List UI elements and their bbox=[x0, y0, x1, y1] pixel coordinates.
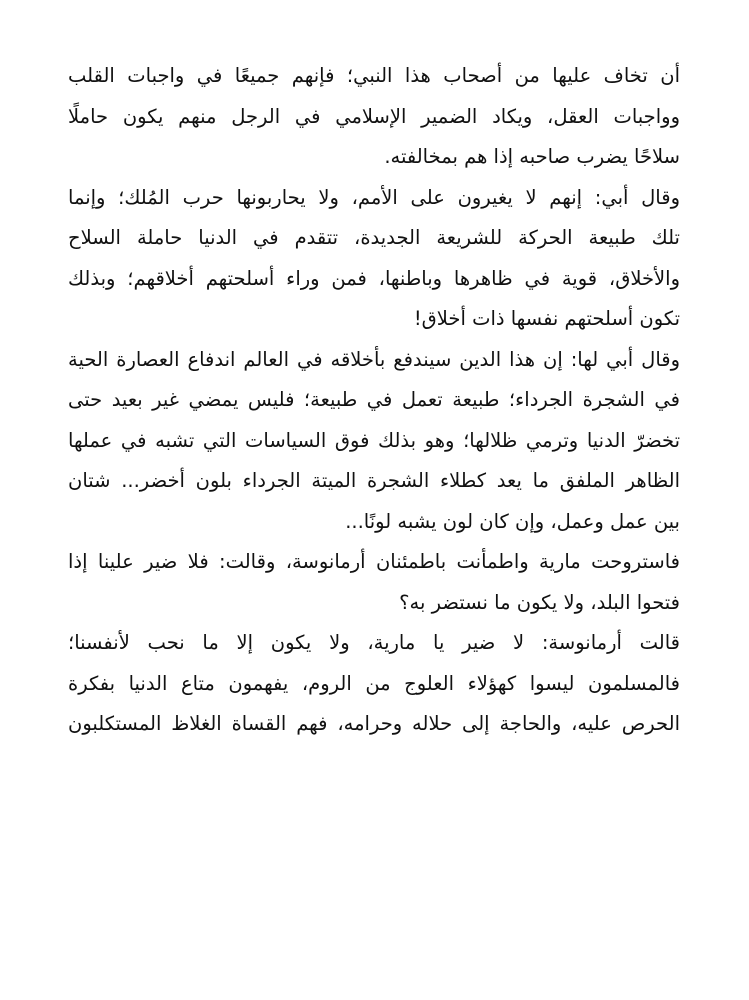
text-line: وواجبات العقل، ويكاد الضمير الإسلامي في الرجل منهم يكون حاملًا bbox=[68, 104, 680, 128]
text-line: الظاهر الملفق ما يعد كطلاء الشجرة الميتة الجرداء بلون أخضر... شتان bbox=[68, 469, 680, 492]
text-line: والأخلاق، قوية في ظاهرها وباطنها، فمن وراء أسلحتهم أخلاقهم؛ وبذلك bbox=[68, 266, 680, 290]
text-line: أن تخاف عليها من أصحاب هذا النبي؛ فإنهم جميعًا في واجبات القلب bbox=[68, 64, 680, 87]
text-line: الحرص عليه، والحاجة إلى حلاله وحرامه، فهم القساة الغلاظ المستكلبون bbox=[68, 712, 680, 735]
text-line: في الشجرة الجرداء؛ طبيعة تعمل في طبيعة؛ فليس يمضي غير بعيد حتى bbox=[68, 388, 680, 411]
text-line: قالت أرمانوسة: لا ضير يا مارية، ولا يكون إلا ما نحب لأنفسنا؛ bbox=[68, 631, 680, 654]
text-line: فالمسلمون ليسوا كهؤلاء العلوج من الروم، يفهمون متاع الدنيا بفكرة bbox=[68, 671, 680, 695]
text-line: فتحوا البلد، ولا يكون ما نستضر به؟ bbox=[399, 590, 680, 614]
text-line: سلاحًا يضرب صاحبه إذا هم بمخالفته. bbox=[384, 145, 680, 168]
text-line: وقال أبي لها: إن هذا الدين سيندفع بأخلاقه في العالم اندفاع العصارة الحية bbox=[68, 347, 680, 371]
text-line: تلك طبيعة الحركة للشريعة الجديدة، تتقدم في الدنيا حاملة السلاح bbox=[68, 226, 680, 249]
document-page bbox=[68, 56, 680, 745]
text-line: وقال أبي: إنهم لا يغيرون على الأمم، ولا يحاربونها حرب المُلك؛ وإنما bbox=[68, 185, 680, 209]
text-line: بين عمل وعمل، وإن كان لون يشبه لونًا... bbox=[345, 509, 680, 533]
text-line: فاستروحت مارية واطمأنت باطمئنان أرمانوسة، وقالت: فلا ضير علينا إذا bbox=[68, 550, 680, 573]
text-line: تخضرّ الدنيا وترمي ظلالها؛ وهو بذلك فوق السياسات التي تشبه في عملها bbox=[68, 428, 680, 452]
text-line: تكون أسلحتهم نفسها ذات أخلاق! bbox=[413, 307, 680, 330]
